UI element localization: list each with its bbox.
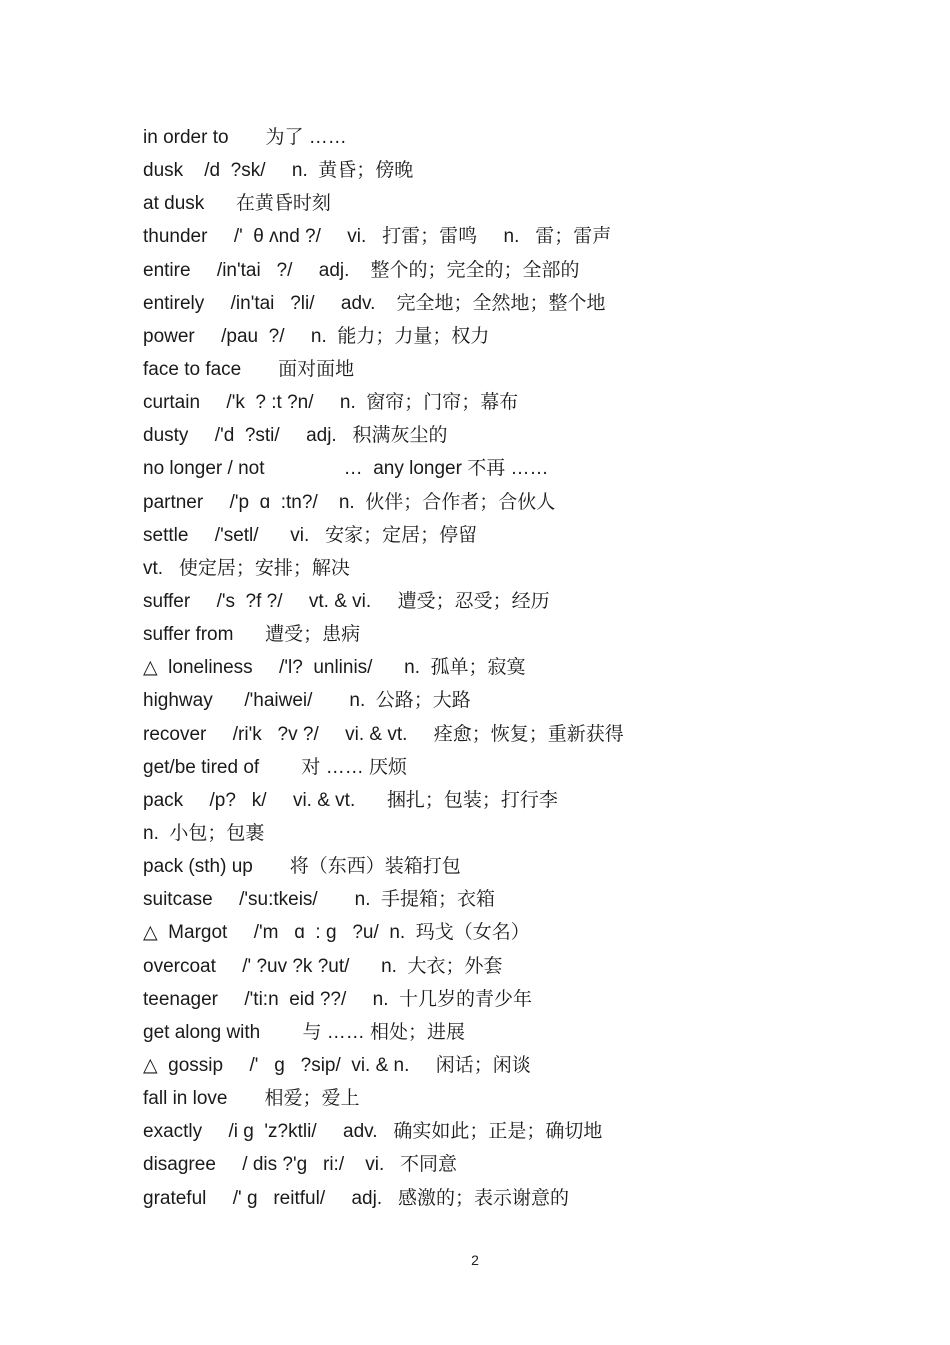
vocab-entry: no longer / not … any longer 不再 …… xyxy=(143,458,549,480)
vocab-entry: pack /p? k/ vi. & vt. 捆扎；包装；打行李 xyxy=(143,789,558,811)
vocab-entry: suitcase /'su:tkeis/ n. 手提箱；衣箱 xyxy=(143,889,496,911)
vocab-entry: suffer from 遭受；患病 xyxy=(143,624,361,646)
vocab-entry: △ Margot /'m ɑ : ɡ ?u/ n. 玛戈（女名） xyxy=(143,922,530,944)
page-number: 2 xyxy=(471,1252,479,1268)
vocab-entry: at dusk 在黄昏时刻 xyxy=(143,193,331,215)
vocab-entry: grateful /' ɡ reitful/ adj. 感激的；表示谢意的 xyxy=(143,1187,569,1209)
vocab-entry: exactly /i ɡ 'z?ktli/ adv. 确实如此；正是；确切地 xyxy=(143,1121,603,1143)
vocab-entry: highway /'haiwei/ n. 公路；大路 xyxy=(143,690,471,712)
vocab-entry: △ loneliness /'l? unlinis/ n. 孤单；寂寞 xyxy=(143,657,526,679)
vocab-entry: fall in love 相爱；爱上 xyxy=(143,1088,360,1110)
vocabulary-list xyxy=(143,121,843,1215)
vocab-entry: face to face 面对面地 xyxy=(143,358,355,380)
vocab-entry: in order to 为了 …… xyxy=(143,127,347,148)
vocab-entry: entire /in'tai ?/ adj. 整个的；完全的；全部的 xyxy=(143,259,580,281)
vocab-entry: teenager /'ti:n eid ??/ n. 十几岁的青少年 xyxy=(143,988,533,1010)
vocab-entry: dusk /d ?sk/ n. 黄昏；傍晚 xyxy=(143,160,414,182)
vocab-entry: dusty /'d ?sti/ adj. 积满灰尘的 xyxy=(143,425,448,447)
vocab-entry: △ gossip /' ɡ ?sip/ vi. & n. 闲话；闲谈 xyxy=(143,1054,531,1076)
vocab-entry: pack (sth) up 将（东西）装箱打包 xyxy=(143,856,461,878)
vocab-entry: recover /ri'k ?v ?/ vi. & vt. 痊愈；恢复；重新获得 xyxy=(143,723,624,745)
vocab-entry: vt. 使定居；安排；解决 xyxy=(143,557,350,579)
vocab-entry: power /pau ?/ n. 能力；力量；权力 xyxy=(143,325,490,347)
vocab-entry: disagree / dis ?'ɡ ri:/ vi. 不同意 xyxy=(143,1154,458,1176)
vocab-entry: settle /'setl/ vi. 安家；定居；停留 xyxy=(143,524,478,546)
vocab-entry: overcoat /' ?uv ?k ?ut/ n. 大衣；外套 xyxy=(143,955,503,977)
vocab-entry: curtain /'k ? :t ?n/ n. 窗帘；门帘；幕布 xyxy=(143,392,519,414)
vocab-entry: get along with 与 …… 相处；进展 xyxy=(143,1021,466,1043)
vocab-entry: partner /'p ɑ :tn?/ n. 伙伴；合作者；合伙人 xyxy=(143,491,556,513)
vocab-entry: entirely /in'tai ?li/ adv. 完全地；全然地；整个地 xyxy=(143,292,606,314)
vocab-entry: suffer /'s ?f ?/ vt. & vi. 遭受；忍受；经历 xyxy=(143,590,550,612)
vocab-entry: thunder /' θ ʌnd ?/ vi. 打雷；雷鸣 n. 雷；雷声 xyxy=(143,226,612,248)
vocab-entry: get/be tired of 对 …… 厌烦 xyxy=(143,756,407,778)
vocab-entry: n. 小包；包裹 xyxy=(143,822,265,844)
